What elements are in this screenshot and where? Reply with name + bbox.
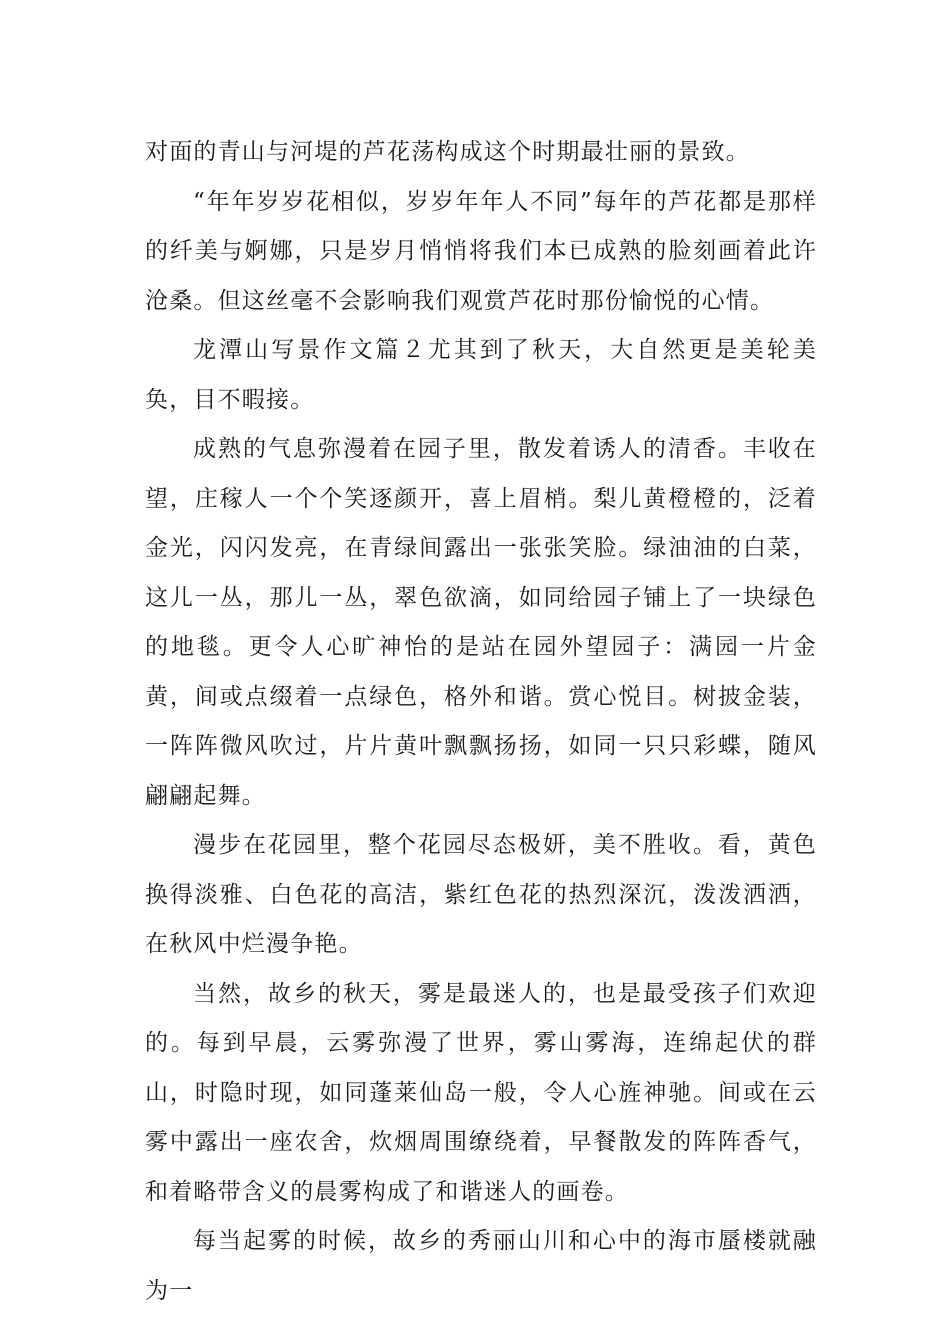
paragraph-1: 对面的青山与河堤的芦花荡构成这个时期最壮丽的景致。 <box>145 139 750 165</box>
paragraph-6: 当然，故乡的秋天，雾是最迷人的，也是最受孩子们欢迎的。每到早晨，云雾弥漫了世界，雾山雾海，连绵起伏的群山，时隐时现，如同蓬莱仙岛一般，令人心旌神驰。间或在云雾中露出一座农舍，炊烟周围缭绕着，早餐散发的阵阵香气，和着略带含义的晨雾构成了和谐迷人的画卷。 <box>145 980 817 1205</box>
paragraph-4: 成熟的气息弥漫着在园子里，散发着诱人的清香。丰收在望，庄稼人一个个笑逐颜开，喜上眉梢。梨儿黄橙橙的，泛着金光，闪闪发亮，在青绿间露出一张张笑脸。绿油油的白菜，这儿一丛，那儿一丛，翠色欲滴，如同给园子铺上了一块绿色的地毯。更令人心旷神怡的是站在园外望园子：满园一片金黄，间或点缀着一点绿色，格外和谐。赏心悦目。树披金装，一阵阵微风吹过，片片黄叶飘飘扬扬，如同一只只彩蝶，随风翩翩起舞。 <box>145 436 817 809</box>
document-body <box>145 128 817 1316</box>
paragraph-5: 漫步在花园里，整个花园尽态极妍，美不胜收。看，黄色换得淡雅、白色花的高洁，紫红色花的热烈深沉，泼泼洒洒，在秋风中烂漫争艳。 <box>145 832 817 957</box>
paragraph-7: 每当起雾的时候，故乡的秀丽山川和心中的海市蜃楼就融为一 <box>145 1228 817 1304</box>
paragraph-3: 龙潭山写景作文篇２尤其到了秋天，大自然更是美轮美奂，目不暇接。 <box>145 337 817 413</box>
paragraph-2: “年年岁岁花相似，岁岁年年人不同”每年的芦花都是那样的纤美与婀娜，只是岁月悄悄将我们本已成熟的脸刻画着此许沧桑。但这丝毫不会影响我们观赏芦花时那份愉悦的心情。 <box>145 188 817 314</box>
